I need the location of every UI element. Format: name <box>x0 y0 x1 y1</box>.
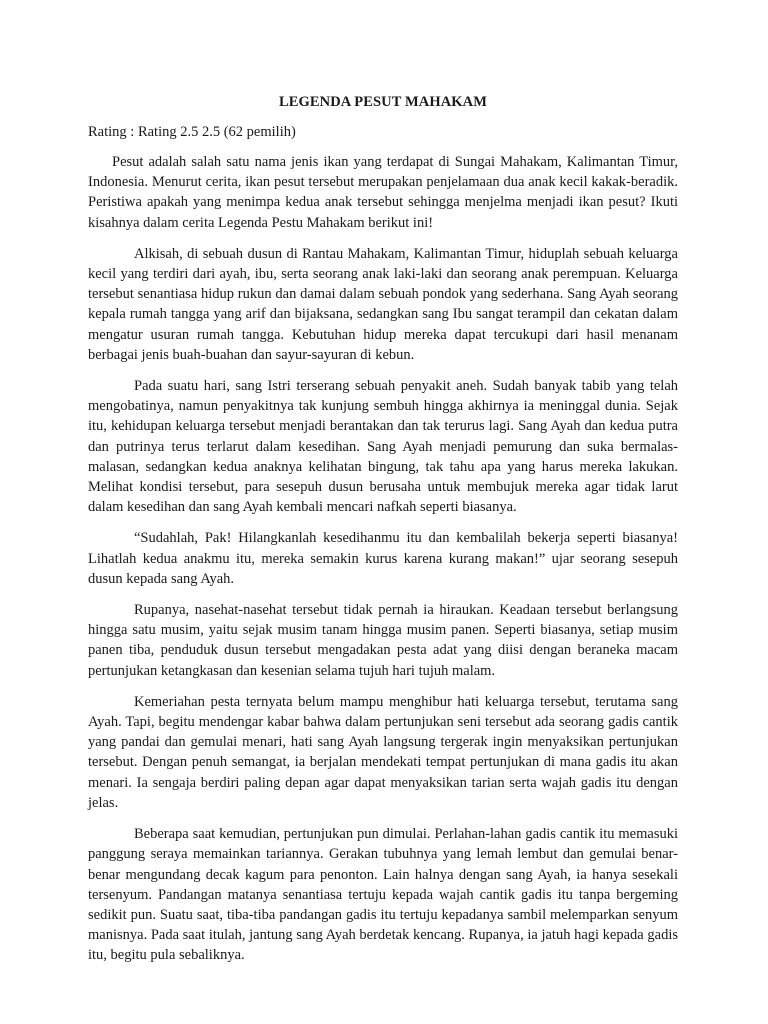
rating-line: Rating : Rating 2.5 2.5 (62 pemilih) <box>88 124 296 140</box>
paragraph-2: Alkisah, di sebuah dusun di Rantau Mahakam, Kalimantan Timur, hiduplah sebuah keluarga kecil yang terdiri dari ayah, ibu, serta seorang anak laki-laki dan seorang anak perempuan. Keluarga tersebut senantiasa hidup rukun dan damai dalam sebuah pondok yang sederhana. Sang Ayah seorang kepala rumah tangga yang arif dan bijaksana, sedangkan sang Ibu sangat terampil dan cekatan dalam mengatur usuran rumah tangga. Kebutuhan hidup mereka dapat tercukupi dari hasil menanam berbagai jenis buah-buahan dan sayur-sayuran di kebun. <box>88 245 678 363</box>
document-page <box>88 92 678 977</box>
paragraph-5: Rupanya, nasehat-nasehat tersebut tidak pernah ia hiraukan. Keadaan tersebut berlangsung hingga satu musim, yaitu sejak musim tanam hingga musim panen. Seperti biasanya, setiap musim panen tiba, penduduk dusun tersebut mengadakan pesta adat yang diisi dengan beraneka macam pertunjukan ketangkasan dan kesenian selama tujuh hari tujuh malam. <box>88 602 678 679</box>
paragraph-1: Pesut adalah salah satu nama jenis ikan yang terdapat di Sungai Mahakam, Kalimantan Timur, Indonesia. Menurut cerita, ikan pesut tersebut merupakan penjelamaan dua anak kecil kakak-beradik. Peristiwa apakah yang menimpa kedua anak tersebut sehingga menjelma menjadi ikan pesut? Ikuti kisahnya dalam cerita Legenda Pestu Mahakam berikut ini! <box>88 154 678 231</box>
paragraph-3: Pada suatu hari, sang Istri terserang sebuah penyakit aneh. Sudah banyak tabib yang telah mengobatinya, namun penyakitnya tak kunjung sembuh hingga akhirnya ia meninggal dunia. Sejak itu, kehidupan keluarga tersebut menjadi berantakan dan tak terurus lagi. Sang Ayah dan kedua putra dan putrinya terus terlarut dalam kesedihan. Sang Ayah menjadi pemurung dan suka bermalas-malasan, sedangkan kedua anaknya kelihatan bingung, tak tahu apa yang harus mereka lakukan. Melihat kondisi tersebut, para sesepuh dusun berusaha untuk membujuk mereka agar tidak larut dalam kesedihan dan sang Ayah kembali mencari nafkah seperti biasanya. <box>88 378 678 516</box>
paragraph-7: Beberapa saat kemudian, pertunjukan pun dimulai. Perlahan-lahan gadis cantik itu memasuki panggung seraya memainkan tariannya. Gerakan tubuhnya yang lemah lembut dan gemulai benar-benar mengundang decak kagum para penonton. Lain halnya dengan sang Ayah, ia hanya sesekali tersenyum. Pandangan matanya senantiasa tertuju kepada wajah cantik gadis itu tanpa bergeming sedikit pun. Suatu saat, tiba-tiba pandangan gadis itu tertuju kepadanya sambil melemparkan senyum manisnya. Pada saat itulah, jantung sang Ayah berdetak kencang. Rupanya, ia jatuh hagi kepada gadis itu, begitu pula sebaliknya. <box>88 826 678 964</box>
paragraph-6: Kemeriahan pesta ternyata belum mampu menghibur hati keluarga tersebut, terutama sang Ayah. Tapi, begitu mendengar kabar bahwa dalam pertunjukan seni tersebut ada seorang gadis cantik yang pandai dan gemulai menari, hati sang Ayah langsung tergerak ingin menyaksikan pertunjukan tersebut. Dengan penuh semangat, ia berjalan mendekati tempat pertunjukan di mana gadis itu akan menari. Ia sengaja berdiri paling depan agar dapat menyaksikan tarian serta wajah gadis itu dengan jelas. <box>88 693 678 811</box>
paragraph-4: “Sudahlah, Pak! Hilangkanlah kesedihanmu itu dan kembalilah bekerja seperti biasanya! Lihatlah kedua anakmu itu, mereka semakin kurus karena kurang makan!” ujar seorang sesepuh dusun kepada sang Ayah. <box>88 530 678 587</box>
document-title: LEGENDA PESUT MAHAKAM <box>278 94 488 110</box>
